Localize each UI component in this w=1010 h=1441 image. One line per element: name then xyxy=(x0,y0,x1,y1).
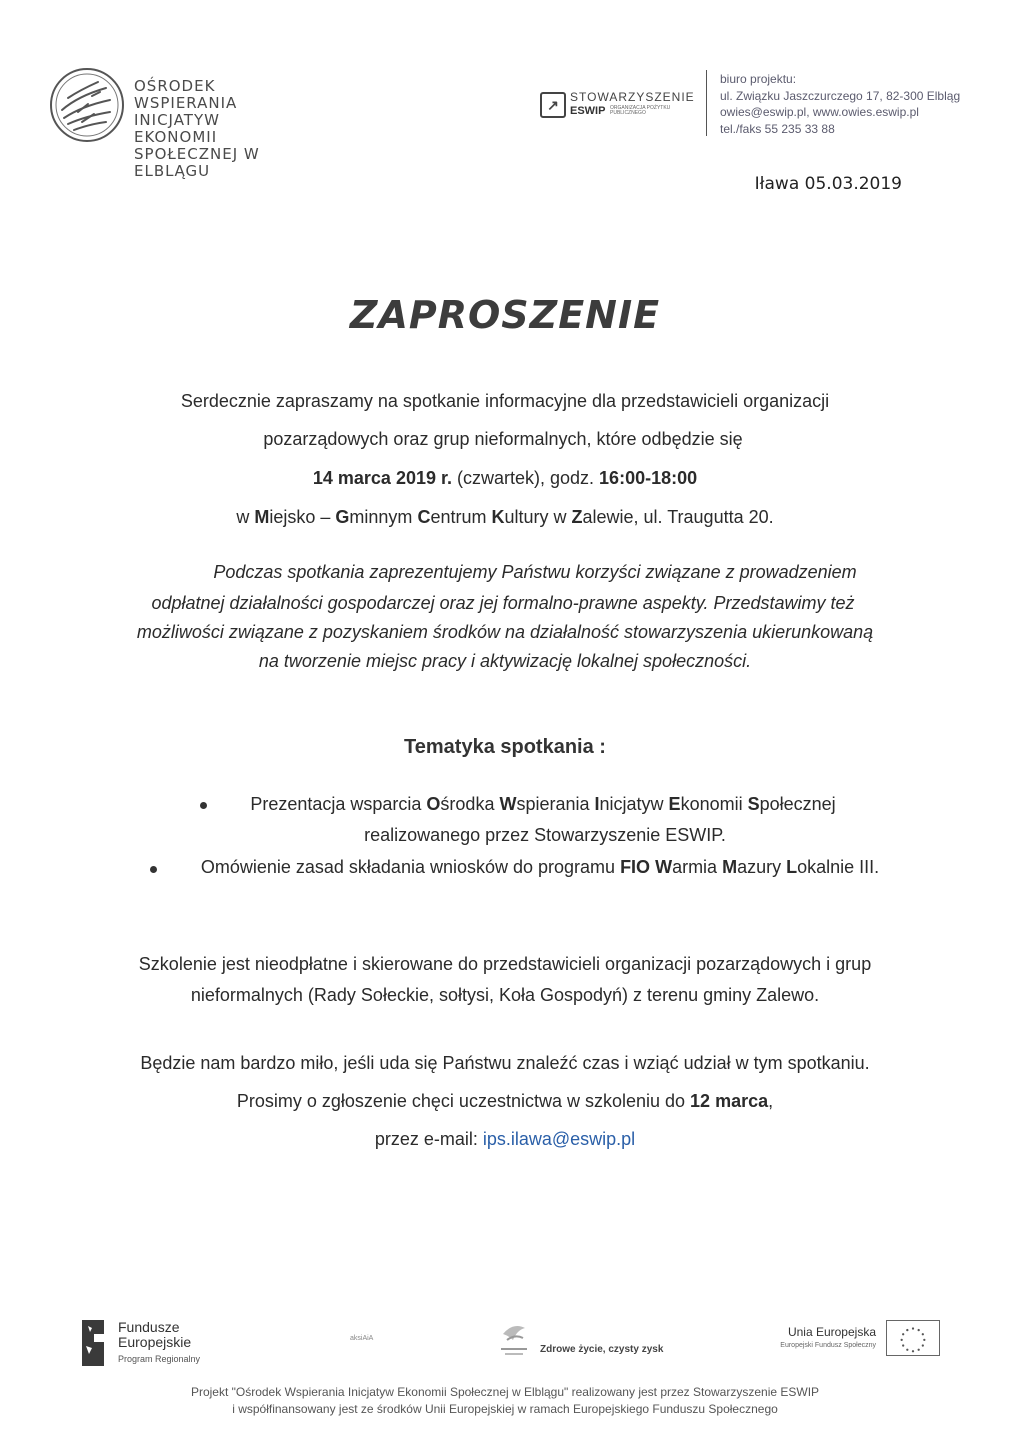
footnote-line: i współfinansowany jest ze środków Unii Europejskiej w ramach Europejskiego Funduszu Społecznego xyxy=(232,1402,778,1416)
fe-logo-subtitle: Program Regionalny xyxy=(118,1354,201,1364)
topic-1-line-2: realizowanego przez Stowarzyszenie ESWIP. xyxy=(364,825,726,845)
topic-text: armia xyxy=(672,857,723,877)
topic-text: konomii xyxy=(680,794,748,814)
owies-logo-line: OŚRODEK WSPIERANIA xyxy=(134,77,238,112)
eswip-logo xyxy=(540,88,695,122)
closing-line-2 xyxy=(0,1091,1010,1112)
owies-logo-line: SPOŁECZNEJ W ELBLĄGU xyxy=(134,145,260,180)
owies-logo xyxy=(48,66,308,180)
deadline-text: Prosimy o zgłoszenie chęci uczestnictwa w szkoleniu do xyxy=(236,1091,691,1111)
footnote-line: Projekt "Ośrodek Wspierania Inicjatyw Ekonomii Społecznej w Elblągu" realizowany jest przez Stowarzyszenie ESWIP xyxy=(190,1385,820,1399)
topic-initial: W xyxy=(499,794,517,814)
owies-emblem-icon xyxy=(48,66,126,144)
ue-logo-title: Unia Europejska xyxy=(787,1325,876,1339)
topic-initial: L xyxy=(786,857,798,877)
description-line-3: możliwości związane z pozyskaniem środków na działalność stowarzyszenia ukierunkowaną xyxy=(136,622,874,642)
program-name: FIO xyxy=(620,857,651,877)
eswip-arrow-icon: ↗ xyxy=(540,92,566,118)
topic-text: połecznej xyxy=(759,794,836,814)
contact-email-link[interactable]: ips.ilawa@eswip.pl xyxy=(482,1129,636,1149)
email-label: przez e-mail: xyxy=(374,1129,483,1149)
ue-logo-subtitle: Europejski Fundusz Społeczny xyxy=(780,1342,876,1349)
topic-initial: O xyxy=(426,794,441,814)
topic-initial: I xyxy=(594,794,600,814)
topic-initial: S xyxy=(747,794,760,814)
intro-line-3 xyxy=(0,468,1010,489)
fundusze-flag-icon xyxy=(80,1318,106,1368)
description-line-1: Podczas spotkania zaprezentujemy Państwu korzyści związane z prowadzeniem xyxy=(213,562,857,582)
eswip-logo-line3: ORGANIZACJA POŻYTKU PUBLICZNEGO xyxy=(610,105,671,116)
aksiaia-logo: aksiAiA xyxy=(350,1335,374,1342)
address-line: biuro projektu: xyxy=(720,72,797,86)
topics-heading: Tematyka spotkania : xyxy=(404,736,606,758)
topic-text: środka xyxy=(440,794,500,814)
venue-text: entrum xyxy=(430,507,492,527)
closing-line-3 xyxy=(0,1129,1010,1150)
address-line: owies@eswip.pl, www.owies.eswip.pl xyxy=(720,105,919,119)
venue-initial: C xyxy=(417,507,431,527)
address-line: ul. Związku Jaszczurczego 17, 82-300 Elbląg xyxy=(720,88,961,103)
topic-1-line-1 xyxy=(38,794,1010,815)
fe-logo-line: Europejskie xyxy=(118,1334,192,1350)
intro-line-2: pozarządowych oraz grup nieformalnych, które odbędzie się xyxy=(263,429,743,449)
venue-initial: M xyxy=(254,507,270,527)
venue-initial: K xyxy=(491,507,505,527)
venue-text: w xyxy=(236,507,255,527)
venue-text: iejsko – xyxy=(269,507,336,527)
topic-text: nicjatyw xyxy=(599,794,669,814)
fe-logo-line: Fundusze xyxy=(118,1319,180,1335)
topic-initial: W xyxy=(650,857,673,877)
deadline-date: 12 marca xyxy=(690,1091,769,1111)
topic-2 xyxy=(35,857,1010,878)
closing-line-1: Będzie nam bardzo miło, jeśli uda się Państwu znaleźć czas i wziąć udział w tym spotkaniu. xyxy=(140,1053,870,1073)
warmia-mazury-logo-icon xyxy=(497,1318,531,1358)
meeting-time: 16:00-18:00 xyxy=(599,468,698,488)
header-divider xyxy=(706,70,707,136)
description-line-2: odpłatnej działalności gospodarczej oraz jej formalno-prawne aspekty. Przedstawimy też xyxy=(151,593,855,613)
letter-date: Iława 05.03.2019 xyxy=(754,174,902,194)
venue-text: ultury w xyxy=(504,507,572,527)
fe-logo-title xyxy=(118,1320,191,1350)
meeting-day: (czwartek), godz. xyxy=(452,468,600,488)
project-footnote xyxy=(0,1384,1010,1418)
topic-text: Omówienie zasad składania wniosków do programu xyxy=(200,857,621,877)
topic-initial: E xyxy=(668,794,681,814)
venue-text: alewie, ul. Traugutta 20. xyxy=(582,507,774,527)
owies-logo-line: INICJATYW EKONOMII xyxy=(134,111,220,146)
address-line: tel./faks 55 235 33 88 xyxy=(720,121,835,136)
eu-flag-icon xyxy=(886,1320,940,1356)
fundusze-europejskie-logo xyxy=(80,1318,230,1368)
topic-text: Prezentacja wsparcia xyxy=(250,794,427,814)
zdrowe-zycie-slogan: Zdrowe życie, czysty zysk xyxy=(540,1344,664,1355)
description-line-4: na tworzenie miejsc pracy i aktywizację lokalnej społeczności. xyxy=(258,651,752,671)
meeting-date: 14 marca 2019 r. xyxy=(312,468,452,488)
document-title: ZAPROSZENIE xyxy=(349,293,661,337)
office-address xyxy=(720,71,960,137)
training-line-2: nieformalnych (Rady Sołeckie, sołtysi, Koła Gospodyń) z terenu gminy Zalewo. xyxy=(190,985,820,1005)
topic-text: spierania xyxy=(516,794,595,814)
venue-initial: G xyxy=(335,507,350,527)
intro-line-4-venue xyxy=(0,507,1010,528)
topic-text: azury xyxy=(737,857,787,877)
eswip-logo-line2: ESWIP xyxy=(570,105,606,117)
training-line-1: Szkolenie jest nieodpłatne i skierowane do przedstawicieli organizacji pozarządowych i grup xyxy=(138,954,872,974)
topic-initial: M xyxy=(722,857,738,877)
unia-europejska-logo xyxy=(760,1320,940,1360)
venue-text: minnym xyxy=(349,507,418,527)
owies-logo-text xyxy=(134,78,308,180)
deadline-text: , xyxy=(768,1091,774,1111)
intro-line-1: Serdecznie zapraszamy na spotkanie informacyjne dla przedstawicieli organizacji xyxy=(180,391,830,411)
topic-text: okalnie III. xyxy=(797,857,880,877)
eswip-logo-line1: STOWARZYSZENIE xyxy=(570,90,695,104)
venue-initial: Z xyxy=(571,507,583,527)
